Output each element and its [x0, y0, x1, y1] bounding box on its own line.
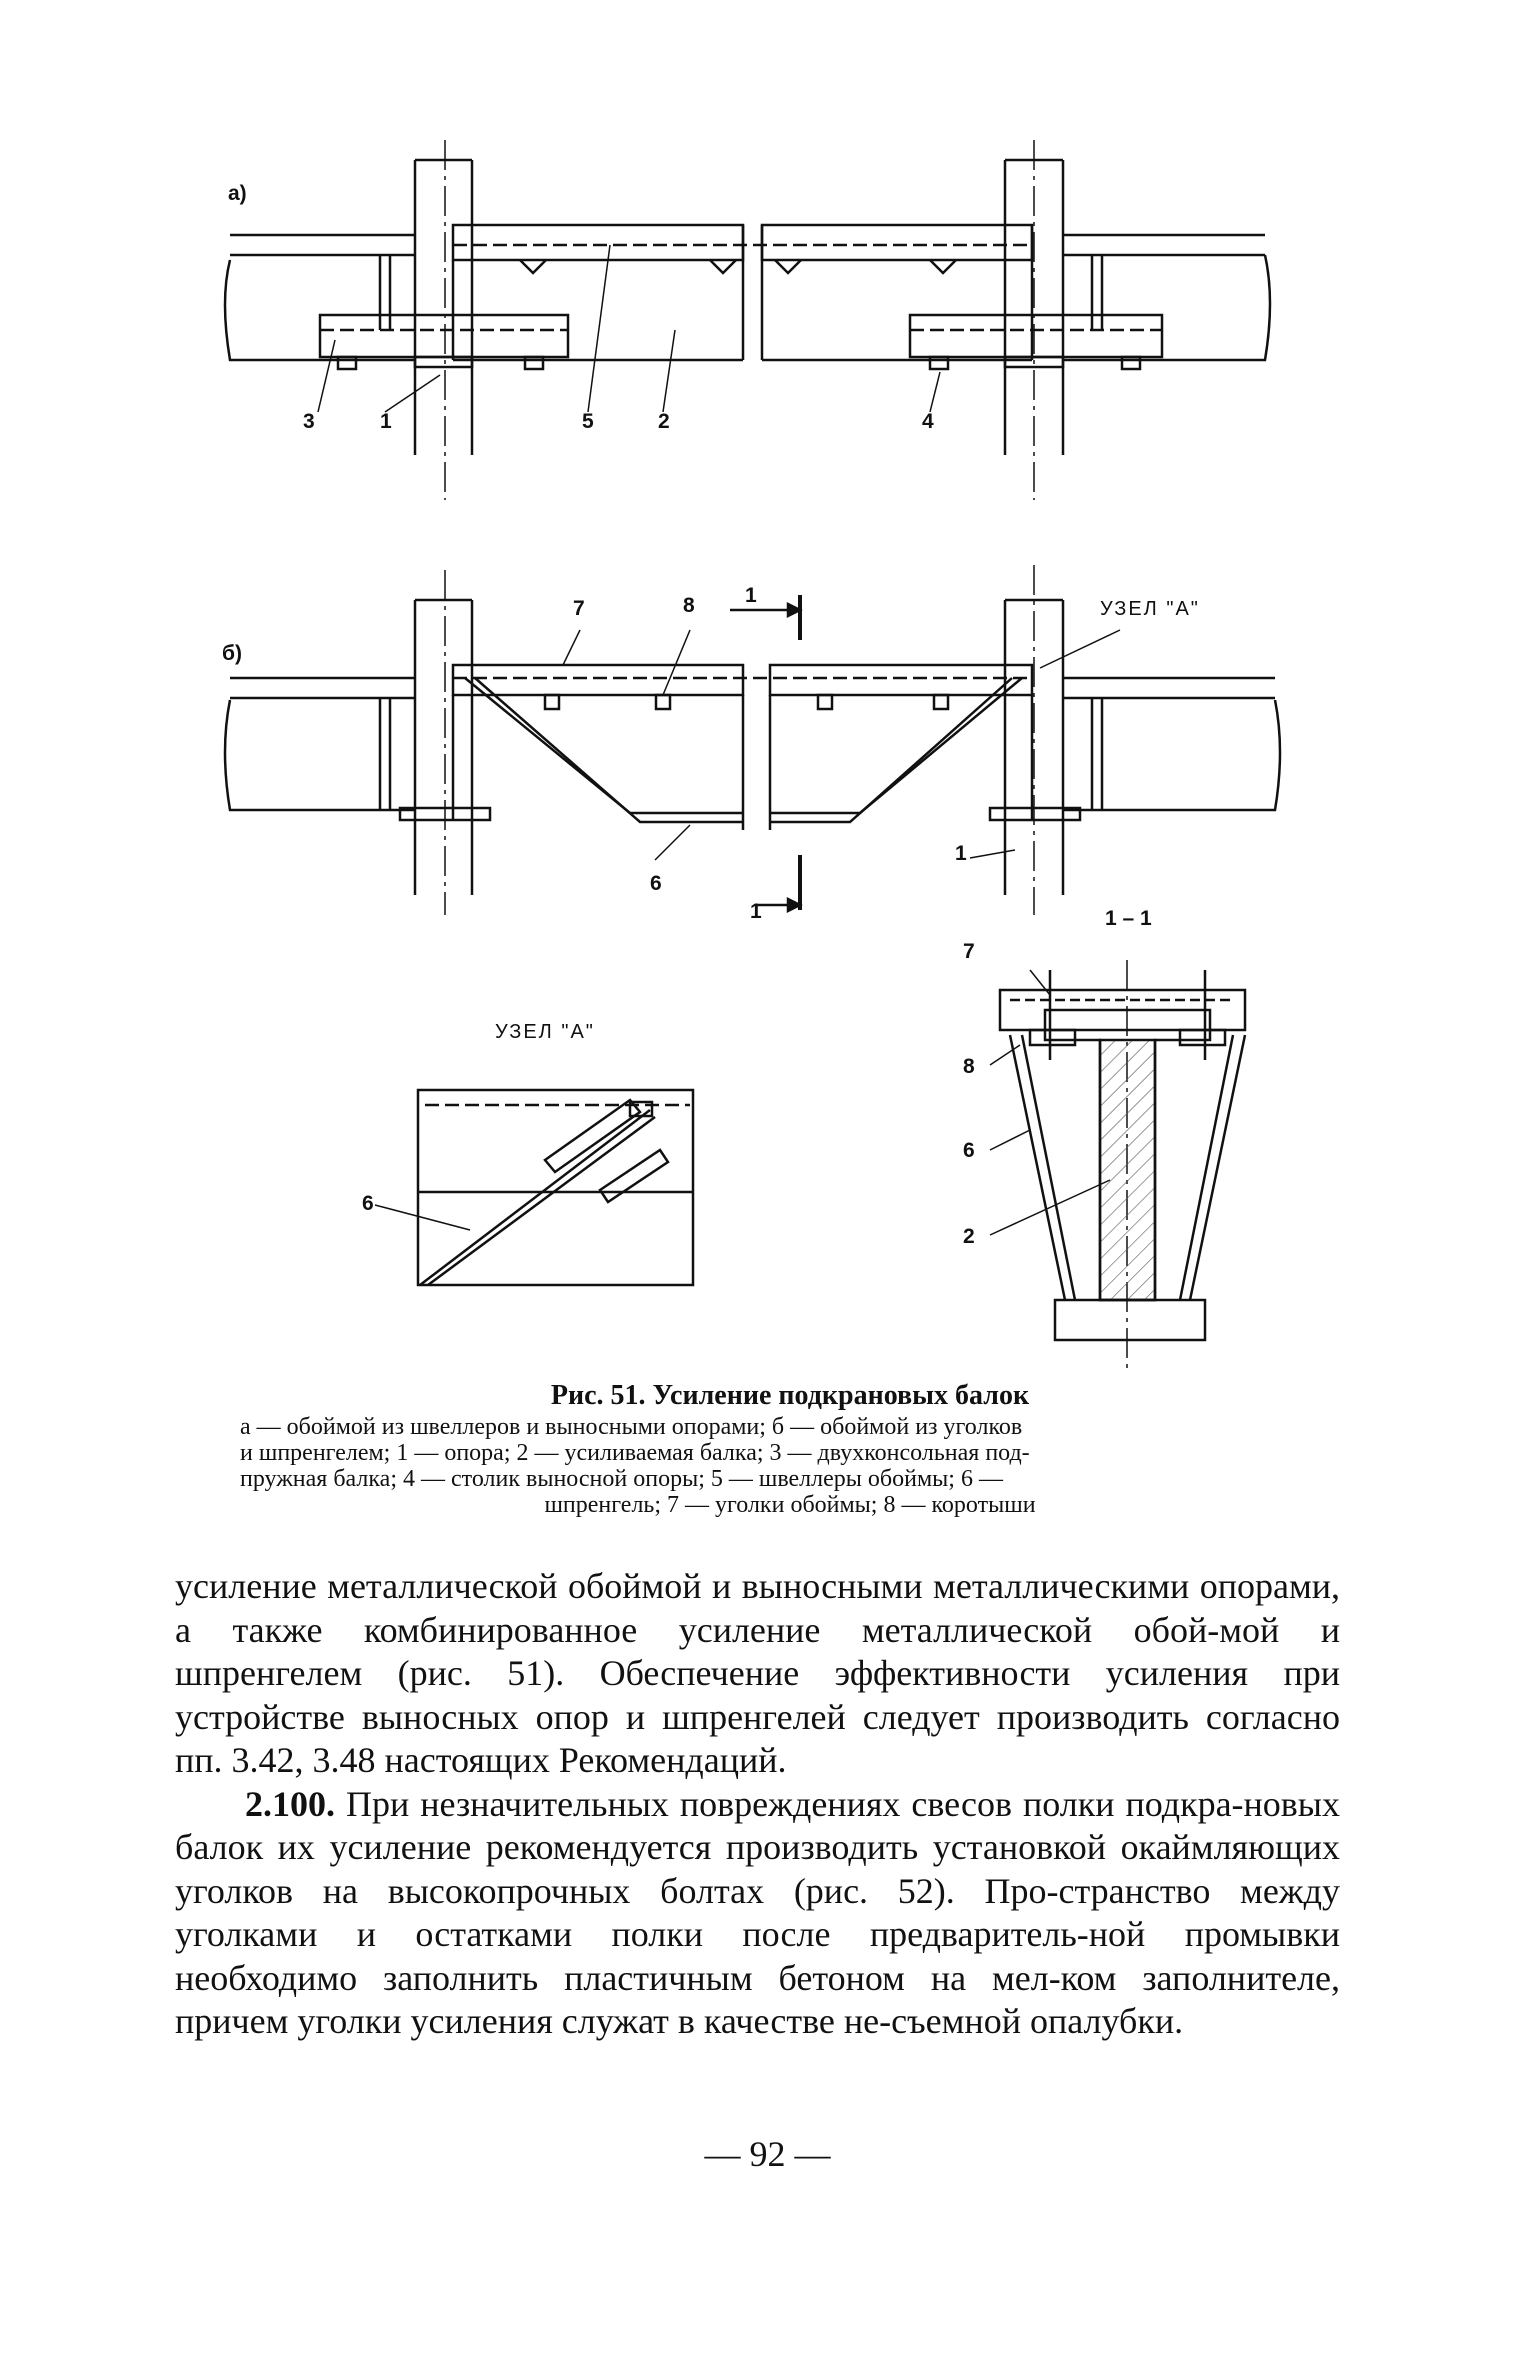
page-number: — 92 — — [704, 2134, 831, 2174]
section-label-8: 8 — [963, 1055, 975, 1078]
node-a-callout: УЗЕЛ "А" — [1100, 598, 1200, 620]
caption-legend-line-3: пружная балка; 4 — столик выносной опоры; 5 — швеллеры обоймы; 6 — — [240, 1466, 1003, 1492]
panel-b-label: б) — [222, 642, 242, 665]
label-a-1: 1 — [380, 410, 392, 433]
section-label: 1 – 1 — [1105, 907, 1152, 930]
label-b-7: 7 — [573, 597, 585, 620]
panel-a-label: а) — [228, 182, 247, 205]
caption-title: Рис. 51. Усиление подкрановых балок — [550, 1380, 1030, 1411]
figure-caption — [240, 1380, 1340, 1518]
section-label-6: 6 — [963, 1139, 975, 1162]
body-text — [175, 1565, 1340, 2044]
label-a-5: 5 — [582, 410, 594, 433]
label-b-1: 1 — [955, 842, 967, 865]
section-number: 2.100. — [245, 1783, 335, 1824]
label-a-3: 3 — [303, 410, 315, 433]
label-b-cut-bottom: 1 — [750, 900, 762, 923]
label-a-4: 4 — [922, 410, 934, 433]
caption-legend-line-1: а — обоймой из швеллеров и выносными опорами; б — обоймой из уголков — [240, 1414, 1023, 1440]
paragraph-2-text: При незначительных повреждениях свесов полки подкра-новых балок их усиление рекомендуется производить установкой окаймляющих уголков на высокопрочных болтах (рис. 52). Про-странство между уголками и остатками полки после предваритель-ной промывки необходимо заполнить пластичным бетоном на мел-ком заполнителе, причем уголки усиления служат в качестве не-съемной опалубки. — [175, 1783, 1340, 2041]
section-label-2: 2 — [963, 1225, 975, 1248]
node-a-title: УЗЕЛ "А" — [495, 1021, 595, 1043]
paragraph-2 — [175, 1783, 1340, 2044]
label-b-8: 8 — [683, 594, 695, 617]
paragraph-1: усиление металлической обоймой и выносными металлическими опорами, а также комбинированное усиление металлической обой-мой и шпренгелем (рис. 51). Обеспечение эффективности усиления при устройстве выносных опор и шпренгелей следует производить согласно пп. 3.42, 3.48 настоящих Рекомендаций. — [175, 1566, 1340, 1780]
node-a-label-6: 6 — [362, 1192, 374, 1215]
caption-legend-line-2: и шпренгелем; 1 — опора; 2 — усиливаемая балка; 3 — двухконсольная под- — [240, 1440, 1030, 1466]
section-label-7: 7 — [963, 940, 975, 963]
label-b-6: 6 — [650, 872, 662, 895]
label-a-2: 2 — [658, 410, 670, 433]
label-b-cut-top: 1 — [745, 584, 757, 607]
caption-legend-line-4: шпренгель; 7 — уголки обоймы; 8 — коротыши — [544, 1492, 1036, 1518]
